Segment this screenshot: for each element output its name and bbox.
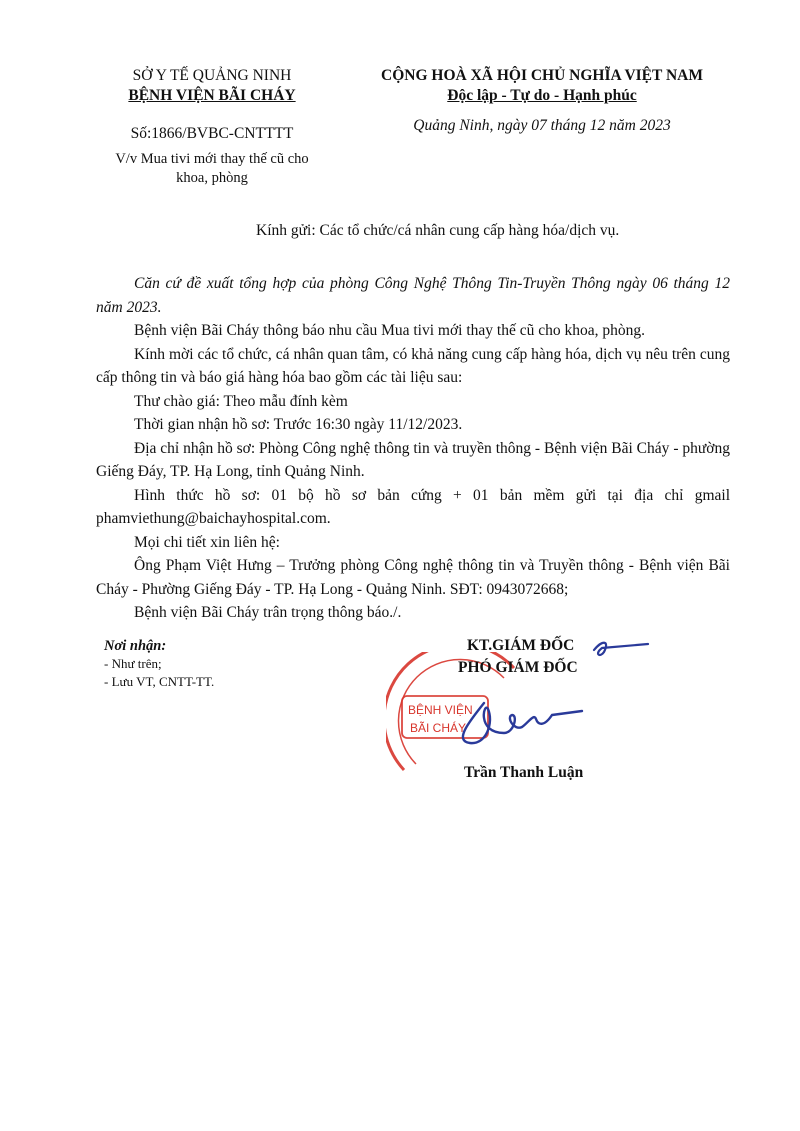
subject-line-1: V/v Mua tivi mới thay thế cũ cho (115, 151, 309, 167)
receivers-block (104, 637, 364, 691)
receiver-item: - Như trên; (104, 656, 162, 671)
document-subject (96, 150, 328, 188)
issuer-block (96, 66, 328, 188)
contact-paragraph: Ông Phạm Việt Hưng – Trưởng phòng Công nghệ thông tin và Truyền thông - Bệnh viện Bãi Cháy - Phường Giếng Đáy - TP. Hạ Long - Quảng Ninh. SĐT: 0943072668; (96, 557, 730, 598)
national-motto: Độc lập - Tự do - Hạnh phúc (447, 87, 637, 104)
invite-paragraph: Kính mời các tổ chức, cá nhân quan tâm, có khả năng cung cấp hàng hóa, dịch vụ nêu trên cung cấp thông tin và báo giá hàng hóa bao gồm các tài liệu sau: (96, 345, 730, 386)
handwritten-signature (448, 693, 588, 749)
issuer-hospital: BỆNH VIỆN BÃI CHÁY (128, 87, 296, 104)
contact-intro: Mọi chi tiết xin liên hệ: (134, 533, 280, 551)
signer-role-2: PHÓ GIÁM ĐỐC (458, 659, 578, 676)
initial-mark (590, 636, 652, 658)
signer-name: Trần Thanh Luận (464, 764, 584, 781)
subject-line-2: khoa, phòng (176, 170, 248, 186)
issue-date: Quảng Ninh, ngày 07 tháng 12 năm 2023 (413, 117, 671, 134)
receiver-item: - Lưu VT, CNTT-TT. (104, 674, 215, 689)
nation-title: CỘNG HOÀ XÃ HỘI CHỦ NGHĨA VIỆT NAM (381, 67, 703, 84)
national-header (338, 66, 746, 136)
document-number: Số:1866/BVBC-CNTTTT (130, 125, 294, 142)
quote-letter-line: Thư chào giá: Theo mẫu đính kèm (134, 392, 348, 410)
seal-text-top: BỆNH VIỆN (408, 703, 473, 717)
receivers-title: Nơi nhận: (104, 638, 167, 654)
basis-paragraph: Căn cứ đề xuất tổng hợp của phòng Công Nghệ Thông Tin-Truyền Thông ngày 06 tháng 12 năm 2023. (96, 275, 730, 316)
form-paragraph: Hình thức hồ sơ: 01 bộ hồ sơ bản cứng + 01 bản mềm gửi tại địa chỉ gmail phamviethung@baichayhospital.com. (96, 486, 730, 527)
issuer-org: SỞ Y TẾ QUẢNG NINH (132, 67, 292, 84)
signer-role-1: KT.GIÁM ĐỐC (467, 637, 575, 654)
deadline-line: Thời gian nhận hồ sơ: Trước 16:30 ngày 11/12/2023. (134, 416, 463, 433)
announce-paragraph: Bệnh viện Bãi Cháy thông báo nhu cầu Mua tivi mới thay thế cũ cho khoa, phòng. (134, 322, 645, 339)
address-paragraph: Địa chỉ nhận hồ sơ: Phòng Công nghệ thông tin và truyền thông - Bệnh viện Bãi Cháy - phường Giếng Đáy, TP. Hạ Long, tỉnh Quảng Ninh. (96, 439, 730, 480)
closing-line: Bệnh viện Bãi Cháy trân trọng thông báo./. (134, 604, 402, 621)
recipient-line: Kính gửi: Các tổ chức/cá nhân cung cấp hàng hóa/dịch vụ. (256, 222, 620, 239)
seal-text-bottom: BÃI CHÁY (410, 721, 467, 735)
letter-body (96, 272, 730, 625)
